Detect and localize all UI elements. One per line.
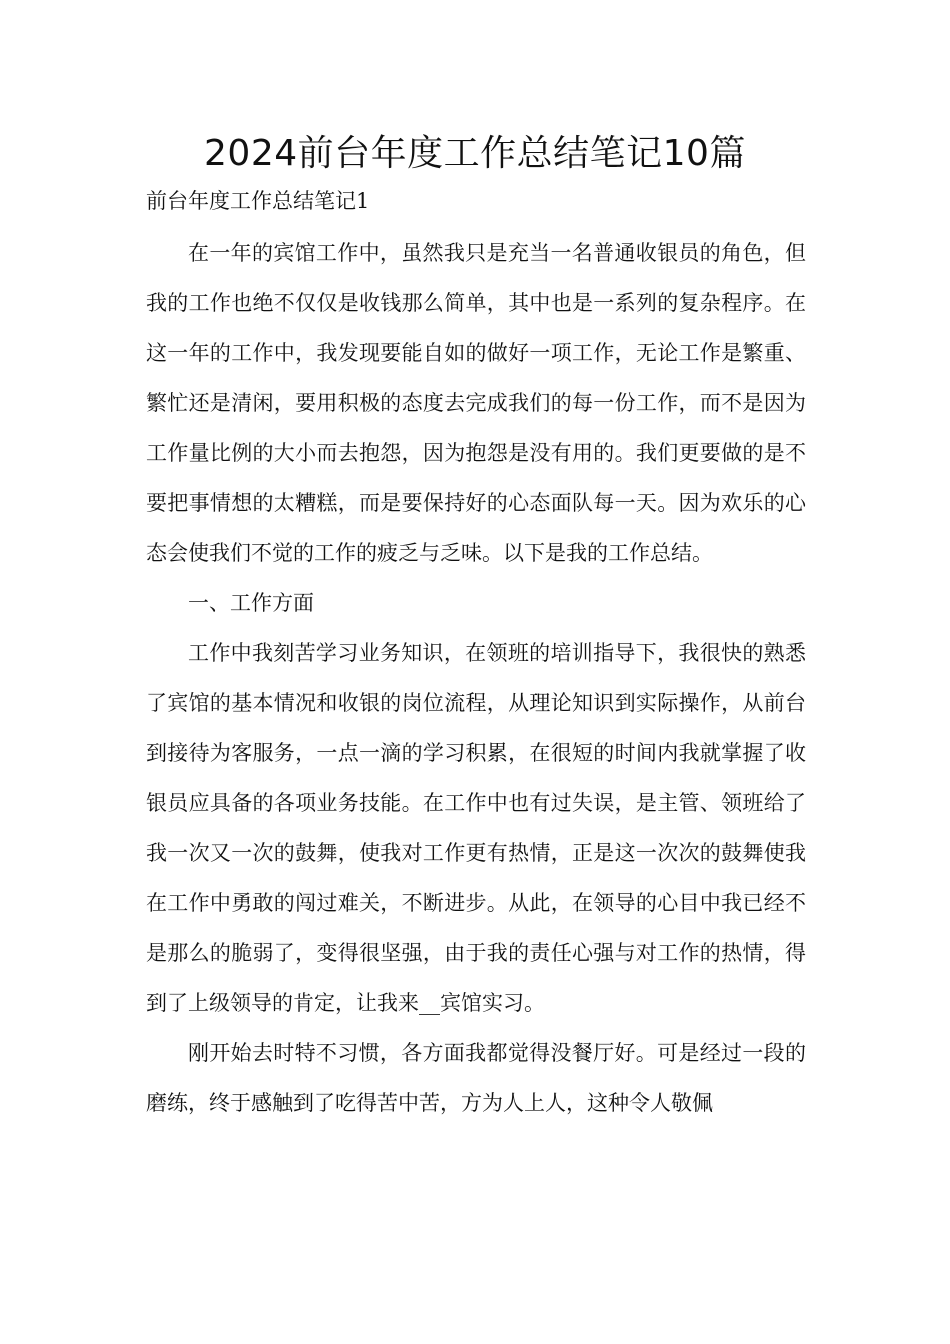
paragraph-intro: 在一年的宾馆工作中，虽然我只是充当一名普通收银员的角色，但我的工作也绝不仅仅是收钱那么简单，其中也是一系列的复杂程序。在这一年的工作中，我发现要能自如的做好一项工作，无论工作是繁重、繁忙还是清闲，要用积极的态度去完成我们的每一份工作，而不是因为工作量比例的大小而去抱怨，因为抱怨是没有用的。我们更要做的是不要把事情想的太糟糕，而是要保持好的心态面队每一天。因为欢乐的心态会使我们不觉的工作的疲乏与乏味。以下是我的工作总结。 bbox=[146, 241, 806, 565]
subheading-work: 一、工作方面 bbox=[188, 591, 314, 615]
paragraph-work: 工作中我刻苦学习业务知识，在领班的培训指导下，我很快的熟悉了宾馆的基本情况和收银的岗位流程，从理论知识到实际操作，从前台到接待为客服务，一点一滴的学习积累，在很短的时间内我就掌握了收银员应具备的各项业务技能。在工作中也有过失误，是主管、领班给了我一次又一次的鼓舞，使我对工作更有热情，正是这一次次的鼓舞使我在工作中勇敢的闯过难关，不断进步。从此，在领导的心目中我已经不是那么的脆弱了，变得很坚强，由于我的责任心强与对工作的热情，得到了上级领导的肯定，让我来__宾馆实习。 bbox=[146, 641, 806, 1015]
document-title: 2024前台年度工作总结笔记10篇 bbox=[204, 133, 746, 174]
section-heading: 前台年度工作总结笔记1 bbox=[146, 189, 370, 213]
document-body bbox=[146, 228, 806, 1128]
paragraph-start: 刚开始去时特不习惯，各方面我都觉得没餐厅好。可是经过一段的磨练，终于感触到了吃得苦中苦，方为人上人，这种令人敬佩 bbox=[146, 1041, 806, 1115]
